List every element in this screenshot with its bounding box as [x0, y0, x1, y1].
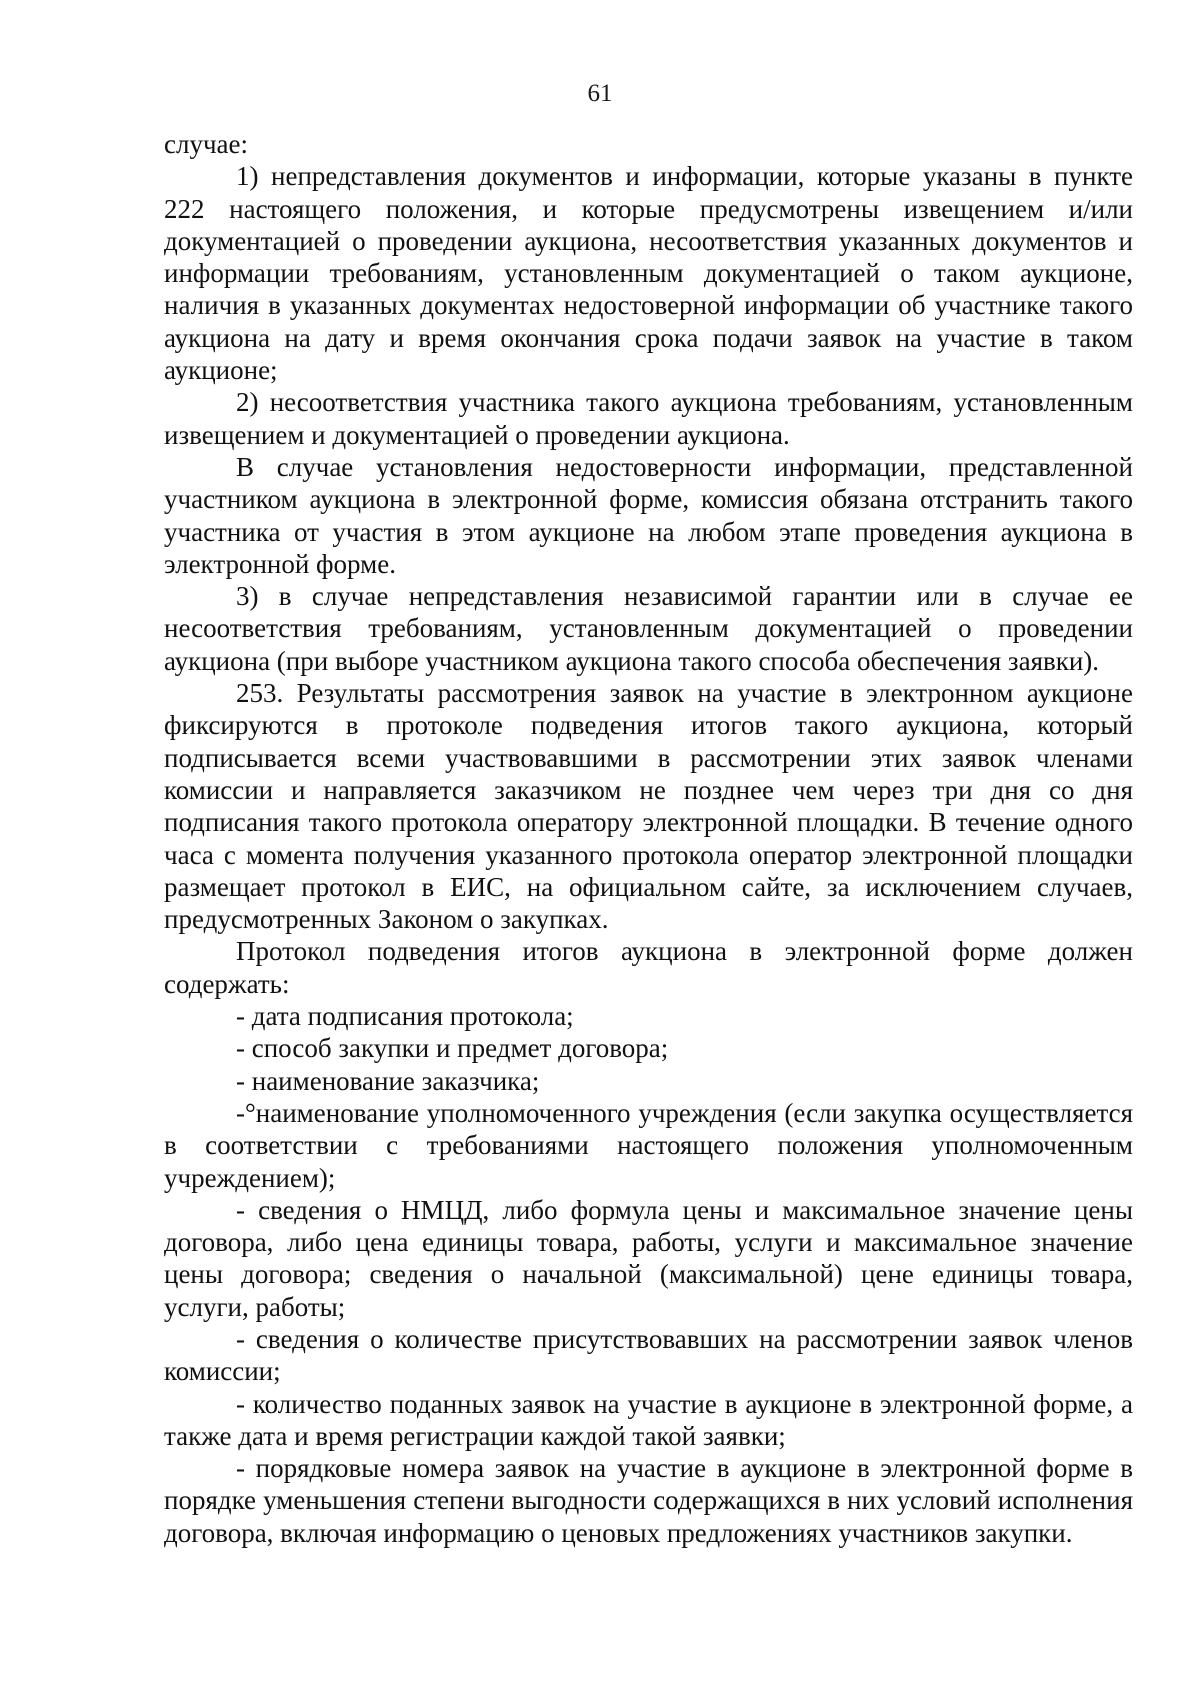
paragraph: 2) несоответствия участника такого аукциона требованиям, установленным извещением и документацией о проведении аукциона. [164, 387, 1133, 450]
paragraph: случае: [164, 129, 249, 159]
list-item: - порядковые номера заявок на участие в аукционе в электронной форме в порядке уменьшения степени выгодности содержащихся в них условий исполнения договора, включая информацию о ценовых предложениях участников закупки. [164, 1453, 1133, 1548]
paragraph: В случае установления недостоверности информации, представленной участником аукциона в электронной форме, комиссия обязана отстранить такого участника от участия в этом аукционе на любом этапе проведения аукциона в электронной форме. [164, 451, 1133, 579]
list-item: -°наименование уполномоченного учреждения (если закупка осуществляется в соответствии с требованиями настоящего положения уполномоченным учреждением); [164, 1097, 1133, 1193]
document-body [164, 128, 1133, 1549]
list-item: - сведения о НМЦД, либо формула цены и максимальное значение цены договора, либо цена единицы товара, работы, услуги и максимальное значение цены договора; сведения о начальной (максимальной) цене единицы товара, услуги, работы; [164, 1194, 1133, 1322]
paragraph: Протокол подведения итогов аукциона в электронной форме должен содержать: [164, 936, 1133, 999]
list-item: - способ закупки и предмет договора; [236, 1033, 669, 1064]
list-item: - количество поданных заявок на участие в аукционе в электронной форме, а также дата и время регистрации каждой такой заявки; [164, 1388, 1133, 1451]
paragraph: 1) непредставления документов и информации, которые указаны в пункте 222 настоящего положения, и которые предусмотрены извещением и/или документацией о проведении аукциона, несоответствия указанных документов и информации требованиям, установленным документацией о таком аукционе, наличия в указанных документах недостоверной информации об участнике такого аукциона на дату и время окончания срока подачи заявок на участие в таком аукционе; [164, 161, 1133, 386]
list-item: - дата подписания протокола; [236, 1001, 574, 1032]
paragraph: 253. Результаты рассмотрения заявок на участие в электронном аукционе фиксируются в протоколе подведения итогов такого аукциона, который подписывается всеми участвовавшими в рассмотрении этих заявок членами комиссии и направляется заказчиком не позднее чем через три дня со дня подписания такого протокола оператору электронной площадки. В течение одного часа с момента получения указанного протокола оператор электронной площадки размещает протокол в ЕИС, на официальном сайте, за исключением случаев, предусмотренных Законом о закупках. [164, 678, 1133, 935]
list-item: - сведения о количестве присутствовавших на рассмотрении заявок членов комиссии; [164, 1323, 1133, 1387]
list-item: - наименование заказчика; [236, 1065, 540, 1096]
page-number: 61 [587, 80, 613, 107]
paragraph: 3) в случае непредставления независимой гарантии или в случае ее несоответствия требованиям, установленным документацией о проведении аукциона (при выборе участником аукциона такого способа обеспечения заявки). [164, 581, 1133, 676]
